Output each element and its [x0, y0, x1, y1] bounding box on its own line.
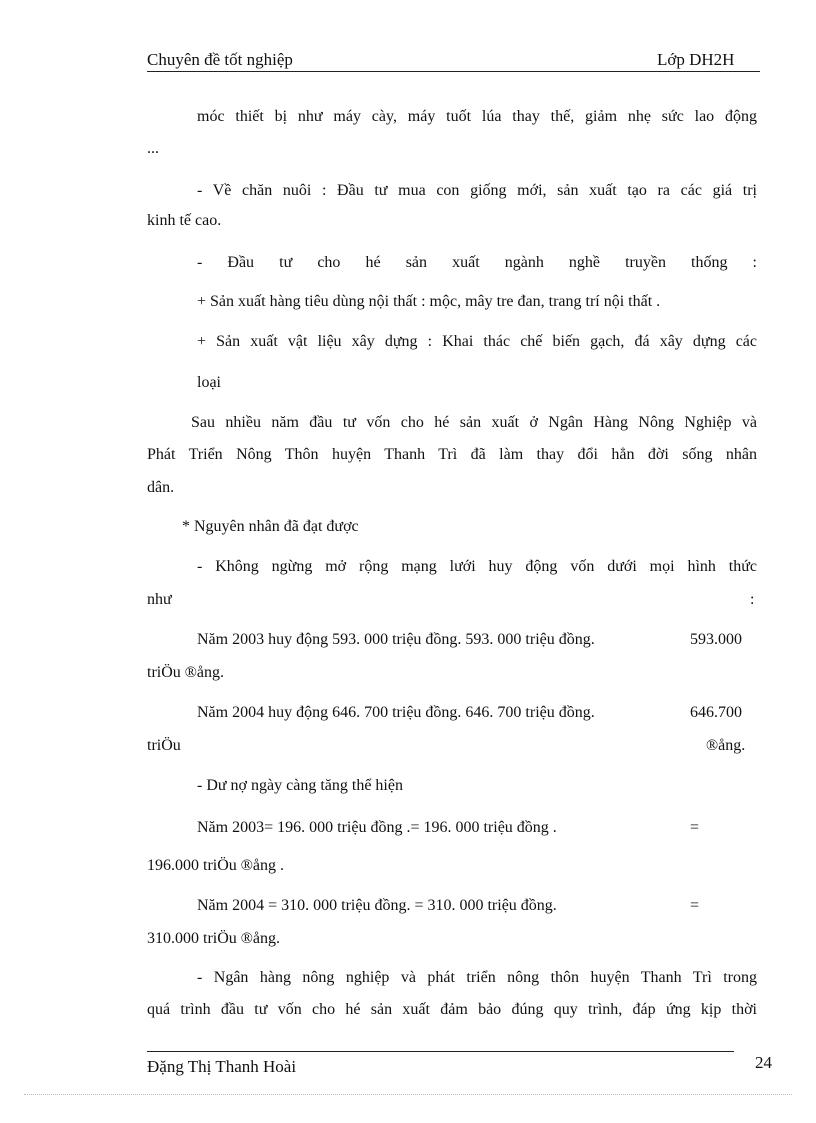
body-line-10: Phát Triển Nông Thôn huyện Thanh Trì đã làm thay đổi hẳn đời sống nhân [147, 446, 757, 463]
loans-2003-total: 196.000 triÖu ®ång . [147, 857, 285, 874]
year-2003-mobilized-total: 593.000 [690, 631, 742, 648]
header-right: Lớp DH2H [657, 50, 735, 69]
year-2004-mobilized-total: 646.700 [690, 704, 742, 721]
year-2004-unit-left: triÖu [147, 737, 181, 754]
footer-rule [147, 1051, 734, 1052]
body-line-25: quá trình đầu tư vốn cho hé sản xuất đảm bảo đúng quy trình, đáp ứng kịp thời [147, 1001, 757, 1018]
loans-2004: Năm 2004 = 310. 000 triệu đồng. = 310. 000 triệu đồng. [197, 897, 557, 914]
header-left: Chuyên đề tốt nghiệp [147, 50, 293, 69]
body-line-14-left: như [147, 591, 172, 608]
body-line-6: + Sản xuất hàng tiêu dùng nội thất : mộc, mây tre đan, trang trí nội thất . [197, 293, 661, 310]
footer-author: Đặng Thị Thanh Hoài [147, 1057, 297, 1076]
page-number: 24 [755, 1053, 772, 1072]
year-2004-mobilized: Năm 2004 huy động 646. 700 triệu đồng. 646. 700 triệu đồng. [197, 704, 595, 721]
body-line-8: loại [197, 374, 221, 391]
year-2004-unit-right: ®ång. [706, 737, 746, 754]
body-line-3: - Về chăn nuôi : Đầu tư mua con giống mới, sản xuất tạo ra các giá trị [197, 182, 757, 199]
body-line-5: - Đầu tư cho hé sản xuất ngành nghề truyền thống : [197, 254, 757, 271]
header-rule [147, 71, 760, 72]
page-bottom-divider [24, 1094, 792, 1095]
year-2003-unit: triÖu ®ång. [147, 664, 225, 681]
section-heading: * Nguyên nhân đã đạt được [182, 518, 359, 535]
body-line-24: - Ngân hàng nông nghiệp và phát triển nông thôn huyện Thanh Trì trong [197, 969, 757, 986]
outstanding-loans-heading: - Dư nợ ngày càng tăng thể hiện [197, 777, 403, 794]
body-line-2: ... [147, 140, 159, 157]
body-line-1: móc thiết bị như máy cày, máy tuốt lúa thay thế, giảm nhẹ sức lao động [197, 108, 757, 125]
body-line-7: + Sản xuất vật liệu xây dựng : Khai thác chế biến gạch, đá xây dựng các [197, 333, 757, 350]
body-line-13: - Không ngừng mở rộng mạng lưới huy động vốn dưới mọi hình thức [197, 558, 757, 575]
body-line-14-right: : [750, 591, 755, 608]
loans-2003: Năm 2003= 196. 000 triệu đồng .= 196. 000 triệu đồng . [197, 819, 557, 836]
body-line-4: kinh tế cao. [147, 212, 222, 229]
loans-2003-equals: = [690, 819, 700, 836]
body-line-9: Sau nhiều năm đầu tư vốn cho hé sản xuất ở Ngân Hàng Nông Nghiệp và [191, 414, 757, 431]
body-line-11: dân. [147, 479, 175, 496]
loans-2004-equals: = [690, 897, 700, 914]
year-2003-mobilized: Năm 2003 huy động 593. 000 triệu đồng. 593. 000 triệu đồng. [197, 631, 595, 648]
loans-2004-total: 310.000 triÖu ®ång. [147, 930, 281, 947]
